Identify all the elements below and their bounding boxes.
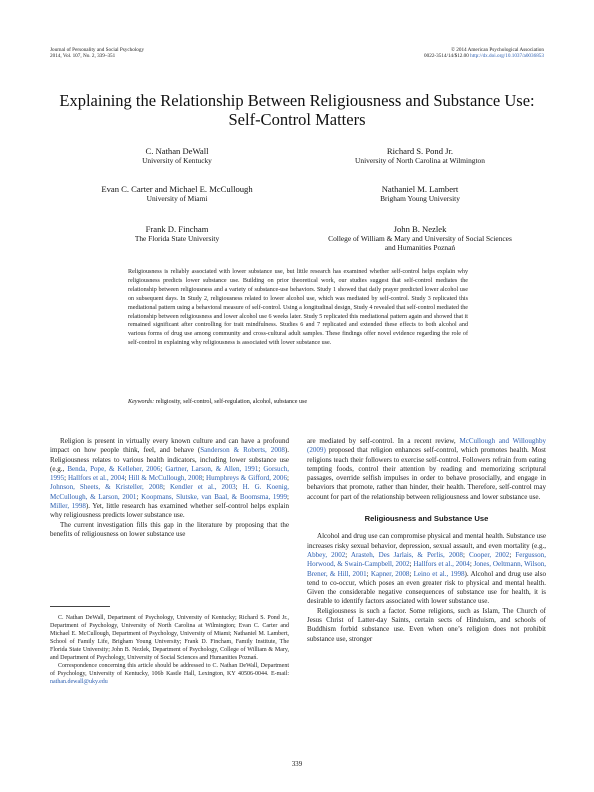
citation-link[interactable]: Humphreys & Gifford, 2006 <box>206 474 287 483</box>
citation-link[interactable]: Cooper, 2002 <box>468 550 510 559</box>
author-name: John B. Nezlek <box>393 224 447 234</box>
journal-header <box>50 47 144 60</box>
author-affiliation-cont: and Humanities Poznań <box>384 243 456 252</box>
section-paragraph-1: Alcohol and drug use can compromise physical and mental health. Substance use increases risky sexual behavior, depression, sexual assault, and even mortality (e.g., Abbey, 2002; Arasteh, Des Jarlais, & Perlis, 2008; Cooper, 2002; Fergusson, Horwood, & Swain-Campbell, 2002; Hallfors et al., 2004; Jones, Oeltmann, Wilson, Brener, & Hill, 2001; Kapner, 2008; Leino et al., 1998). Alcohol and drug use also tend to co-occur, which poses an even greater risk to physical and mental health. Given the considerable negative consequences of substance use for health, it is desirable to identify factors associated with lower substance use. <box>307 532 546 606</box>
citation-link[interactable]: Hallfors et al., 2004 <box>413 560 470 569</box>
copyright-header <box>424 47 544 60</box>
citation-link[interactable]: Koopmans, Slutske, van Baal, & Boomsma, 1999 <box>141 492 288 501</box>
citation-link[interactable]: Fergusson, Horwood, & Swain-Campbell, 2002 <box>307 550 546 569</box>
title-line-2: Self-Control Matters <box>228 110 366 129</box>
citation-link[interactable]: Leino et al., 1998 <box>413 569 465 578</box>
doi-link[interactable]: http://dx.doi.org/10.1037/a0036853 <box>470 53 544 60</box>
doi-line <box>424 53 544 59</box>
author-affiliation: University of Miami <box>146 194 208 203</box>
author-note-affiliations: C. Nathan DeWall, Department of Psychology, University of Kentucky; Richard S. Pond Jr., Department of Psychology, University of North Carolina at Wilmington; Evan C. Carter and Michael E. McCullough, Department of Psychology, University of Miami; Nathaniel M. Lambert, School of Family Life, Brigham Young University; Frank D. Fincham, Family Institute, The Florida State University; John B. Nezlek, Department of Psychology, College of William & Mary, and Department of Psychology, University of Social Sciences and Humanities Poznań. <box>50 615 289 662</box>
article-title <box>40 91 554 129</box>
citation-link[interactable]: Gorsuch, 1995 <box>50 464 289 483</box>
keywords <box>128 398 468 406</box>
keywords-label: Keywords: <box>128 399 155 405</box>
author-affiliation: The Florida State University <box>134 234 220 243</box>
author-block-3 <box>57 184 297 203</box>
author-affiliation: University of North Carolina at Wilmington <box>355 156 485 165</box>
keywords-list: religiosity, self-control, self-regulation, alcohol, substance use <box>155 399 308 405</box>
page-number: 339 <box>291 761 303 768</box>
author-name: Nathaniel M. Lambert <box>381 184 459 194</box>
intro-paragraph-2: The current investigation fills this gap in the literature by proposing that the benefits of religiousness on lower substance use <box>50 520 289 538</box>
citation-link[interactable]: Johnson, Sheets, & Kristeller, 2008 <box>50 483 163 492</box>
citation-link[interactable]: Kendler et al., 2003 <box>169 483 236 492</box>
intro-paragraph-3: are mediated by self-control. In a recent review, McCullough and Willoughby (2009) proposed that religion enhances self-control, which promotes health. Most religions teach their followers to exercise self-control. Followers refrain from eating tempting foods, control their attention by reading and memorizing scriptural passages, override selfish impulses in order to behave prosocially, and engage in behaviors that promote, rather than hinder, their health. Therefore, self-control may account for part of the relationship between religiousness and lower substance use. <box>307 437 546 501</box>
author-block-1 <box>97 146 257 165</box>
title-line-1: Explaining the Relationship Between Religiousness and Substance Use: <box>59 91 535 110</box>
citation-link[interactable]: Hallfors et al., 2004 <box>67 474 125 483</box>
citation-link[interactable]: Sanderson & Roberts, 2008 <box>200 446 285 455</box>
citation-link[interactable]: Kapner, 2008 <box>370 569 410 578</box>
citation-link[interactable]: Benda, Pope, & Kelleher, 2006 <box>67 464 161 473</box>
citation-link[interactable]: Abbey, 2002 <box>307 550 346 559</box>
citation-link[interactable]: Miller, 1998 <box>50 502 86 511</box>
citation-link[interactable]: H. G. Koenig, McCullough, & Larson, 2001 <box>50 483 289 501</box>
author-name: Evan C. Carter and Michael E. McCullough <box>101 184 253 194</box>
author-name: Frank D. Fincham <box>145 224 209 234</box>
author-note-correspondence: Correspondence concerning this article should be addressed to C. Nathan DeWall, Department of Psychology, University of Kentucky, 106b Kastle Hall, Lexington, KY 40506-0044. E-mail: nathan.dewall@uky.edu <box>50 663 289 686</box>
author-name: C. Nathan DeWall <box>145 146 209 156</box>
intro-paragraph-1: Religion is present in virtually every known culture and can have a profound impact on how people think, feel, and behave (Sanderson & Roberts, 2008). Religiousness relates to various health indicators, including lower substance use (e.g., Benda, Pope, & Kelleher, 2006; Gartner, Larson, & Allen, 1991; Gorsuch, 1995; Hallfors et al., 2004; Hill & McCullough, 2008; Humphreys & Gifford, 2006; Johnson, Sheets, & Kristeller, 2008; Kendler et al., 2003; H. G. Koenig, McCullough, & Larson, 2001; Koopmans, Slutske, van Baal, & Boomsma, 1999; Miller, 1998). Yet, little research has examined whether self-control helps explain why religiousness predicts lower substance use. <box>50 437 290 520</box>
author-affiliation: University of Kentucky <box>142 156 212 165</box>
author-affiliation: College of William & Mary and University of Social Sciences <box>328 234 512 243</box>
citation-link[interactable]: Gartner, Larson, & Allen, 1991 <box>165 464 259 473</box>
left-column <box>50 437 289 539</box>
section-paragraph-2: Religiousness is such a factor. Some religions, such as Islam, The Church of Jesus Christ of Latter-day Saints, certain sects of Hinduism, and schools of Buddhism forbid substance use. Even when one’s religion does not prohibit substance use, stronger <box>307 606 546 643</box>
author-block-6 <box>295 224 545 252</box>
email-link[interactable]: nathan.dewall@uky.edu <box>50 679 108 686</box>
section-heading: Religiousness and Substance Use <box>364 514 489 524</box>
author-affiliation: Brigham Young University <box>380 194 460 203</box>
citation-link[interactable]: Arasteh, Des Jarlais, & Perlis, 2008 <box>350 550 463 559</box>
author-block-2 <box>320 146 520 165</box>
journal-name: Journal of Personality and Social Psychology <box>50 47 145 53</box>
copyright-line: © 2014 American Psychological Association <box>451 47 544 53</box>
citation-link[interactable]: Jones, Oeltmann, Wilson, Brener, & Hill, 2001 <box>307 560 546 578</box>
footnote-rule <box>50 606 110 607</box>
citation-link[interactable]: McCullough and Willoughby (2009) <box>307 437 546 455</box>
abstract: Religiousness is reliably associated with lower substance use, but little research has examined whether self-control helps explain why religiousness predicts lower substance use. Building on prior theoretical work, our studies suggest that self-control mediates the relationship between religiousness and a variety of substance-use behaviors. Study 1 showed that daily prayer predicted lower alcohol use on subsequent days. In Study 2, religiousness related to lower alcohol use, which was mediated by self-control. Study 3 replicated this mediational pattern using a behavioral measure of self-control. Using a longitudinal design, Study 4 revealed that self-control mediated the relationship between religiousness and lower alcohol use 6 weeks later. Study 5 replicated this mediational pattern again and showed that it remained significant after controlling for trait mindfulness. Studies 6 and 7 replicated and extended these effects to both alcohol and various forms of drug use among community and cross-cultural adult samples. These findings offer novel evidence regarding the role of self-control in explaining why religiousness is associated with lower substance use. <box>128 269 468 347</box>
right-column <box>307 437 546 644</box>
author-block-5 <box>97 224 257 243</box>
journal-volume: 2014, Vol. 107, No. 2, 339–351 <box>50 53 116 60</box>
citation-link[interactable]: Hill & McCullough, 2008 <box>128 474 203 483</box>
author-note <box>50 614 289 686</box>
issn-code: 0022-3514/14/$12.00 <box>424 53 469 60</box>
author-name: Richard S. Pond Jr. <box>386 146 454 156</box>
author-block-4 <box>340 184 500 203</box>
